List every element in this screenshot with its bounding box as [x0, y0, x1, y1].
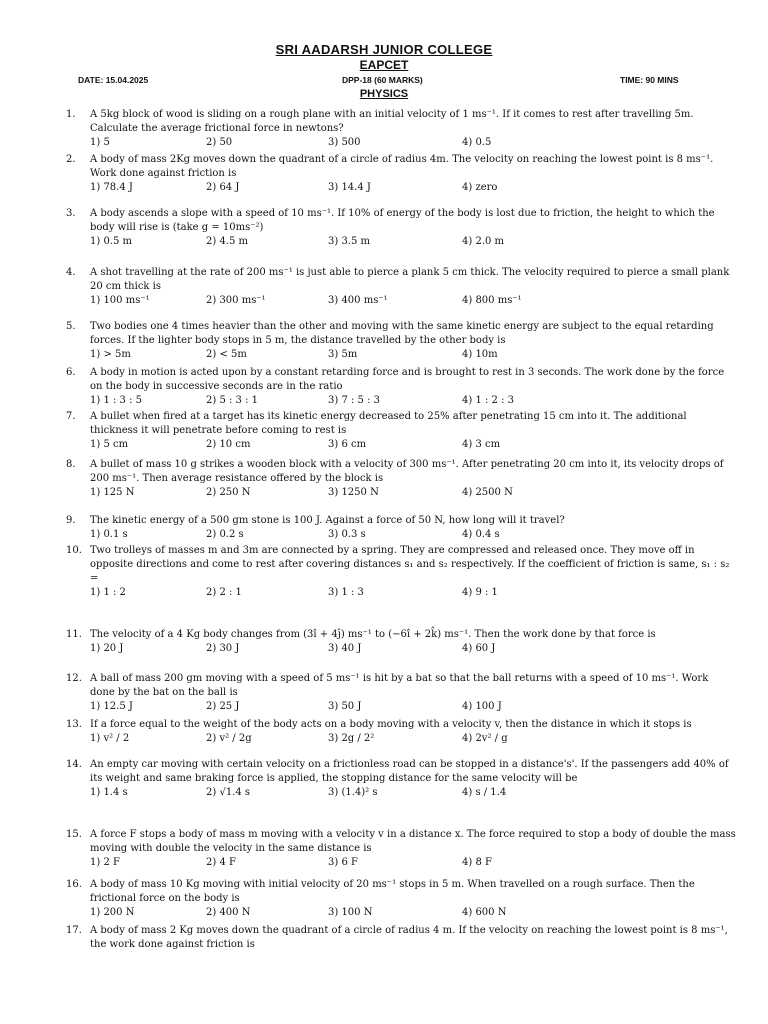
option-4: 4) zero [462, 182, 498, 193]
option-4: 4) 60 J [462, 643, 496, 654]
option-3: 3) 50 J [328, 701, 362, 712]
question-number: 17. [66, 925, 82, 936]
options-row [90, 394, 736, 408]
college-name: SRI AADARSH JUNIOR COLLEGE [275, 42, 493, 57]
option-1: 1) 20 J [90, 643, 124, 654]
option-2: 2) 0.2 s [206, 529, 244, 540]
subject-title: PHYSICS [359, 88, 409, 100]
question-13 [66, 718, 736, 746]
question-8 [66, 458, 736, 500]
option-4: 4) 2500 N [462, 487, 513, 498]
option-4: 4) 3 cm [462, 439, 501, 450]
question-12 [66, 672, 736, 714]
question-text: An empty car moving with certain velocity on a frictionless road can be stopped in a distance's'. If the passengers add 40% of its weight and same braking force is applied, the stopping distance for the same velocity will be [90, 759, 729, 784]
option-1: 1) 0.1 s [90, 529, 128, 540]
question-text: A body of mass 10 Kg moving with initial velocity of 20 ms⁻¹ stops in 5 m. When travelled on a rough surface. Then the frictional force on the body is [90, 879, 695, 904]
question-16 [66, 878, 736, 920]
option-3: 3) 100 N [328, 907, 373, 918]
option-2: 2) < 5m [206, 349, 247, 360]
question-number: 1. [66, 109, 76, 120]
options-row [90, 181, 736, 195]
question-number: 14. [66, 759, 82, 770]
question-text: Two bodies one 4 times heavier than the other and moving with the same kinetic energy are subject to the equal retarding forces. If the lighter body stops in 5 m, the distance travelled by the other body is [90, 321, 714, 346]
question-number: 11. [66, 629, 82, 640]
question-text: A bullet when fired at a target has its kinetic energy decreased to 25% after penetrating 15 cm into it. The additional thickness it will penetrate before coming to rest is [90, 411, 687, 436]
option-3: 3) 6 cm [328, 439, 367, 450]
option-4: 4) 10m [462, 349, 498, 360]
option-3: 3) 7 : 5 : 3 [328, 395, 380, 406]
option-3: 3) 40 J [328, 643, 362, 654]
question-6 [66, 366, 736, 408]
question-text: A shot travelling at the rate of 200 ms⁻¹ is just able to pierce a plank 5 cm thick. The velocity required to pierce a small plank 20 cm thick is [90, 267, 730, 292]
option-1: 1) 200 N [90, 907, 135, 918]
question-10 [66, 544, 736, 600]
question-17 [66, 924, 736, 952]
question-9 [66, 514, 736, 542]
option-3: 3) 1 : 3 [328, 587, 364, 598]
options-row [90, 586, 736, 600]
question-text: A body in motion is acted upon by a constant retarding force and is brought to rest in 3 seconds. The work done by the force on the body in successive seconds are in the ratio [90, 367, 725, 392]
question-1 [66, 108, 736, 150]
option-1: 1) 125 N [90, 487, 135, 498]
option-1: 1) 0.5 m [90, 236, 133, 247]
options-row [90, 732, 736, 746]
question-number: 2. [66, 154, 76, 165]
question-number: 5. [66, 321, 76, 332]
option-1: 1) > 5m [90, 349, 131, 360]
option-1: 1) 5 cm [90, 439, 129, 450]
option-4: 4) 2.0 m [462, 236, 505, 247]
question-text: If a force equal to the weight of the body acts on a body moving with a velocity v, then the distance in which it stops is [90, 719, 692, 730]
question-number: 6. [66, 367, 76, 378]
options-row [90, 294, 736, 308]
options-row [90, 528, 736, 542]
option-2: 2) 400 N [206, 907, 251, 918]
option-4: 4) s / 1.4 [462, 787, 507, 798]
question-4 [66, 266, 736, 308]
exam-name: EAPCET [359, 58, 409, 72]
option-2: 2) √1.4 s [206, 787, 251, 798]
option-2: 2) 30 J [206, 643, 240, 654]
option-1: 1) 78.4 J [90, 182, 133, 193]
option-3: 3) (1.4)² s [328, 787, 378, 798]
option-3: 3) 500 [328, 137, 361, 148]
question-text: The velocity of a 4 Kg body changes from (3î + 4ĵ) ms⁻¹ to (−6î + 2k̂) ms⁻¹. Then the work done by that force is [90, 629, 656, 640]
option-2: 2) 10 cm [206, 439, 251, 450]
question-7 [66, 410, 736, 452]
option-1: 1) 5 [90, 137, 110, 148]
option-2: 2) 50 [206, 137, 233, 148]
option-2: 2) 5 : 3 : 1 [206, 395, 258, 406]
options-row [90, 348, 736, 362]
option-2: 2) 64 J [206, 182, 240, 193]
option-2: 2) 25 J [206, 701, 240, 712]
exam-time: TIME: 90 MINS [620, 75, 679, 85]
question-3 [66, 207, 736, 249]
question-number: 15. [66, 829, 82, 840]
option-1: 1) 1 : 3 : 5 [90, 395, 142, 406]
option-3: 3) 1250 N [328, 487, 379, 498]
option-2: 2) 4.5 m [206, 236, 249, 247]
question-number: 16. [66, 879, 82, 890]
question-text: A body of mass 2Kg moves down the quadrant of a circle of radius 4m. The velocity on reaching the lowest point is 8 ms⁻¹. Work done against friction is [90, 154, 714, 179]
exam-date: DATE: 15.04.2025 [78, 75, 149, 85]
option-1: 1) 1.4 s [90, 787, 128, 798]
option-3: 3) 6 F [328, 857, 358, 868]
option-2: 2) 4 F [206, 857, 236, 868]
option-4: 4) 1 : 2 : 3 [462, 395, 514, 406]
question-number: 4. [66, 267, 76, 278]
question-5 [66, 320, 736, 362]
question-text: A force F stops a body of mass m moving with a velocity v in a distance x. The force required to stop a body of double the mass moving with double the velocity in the same distance is [90, 829, 736, 854]
question-text: A bullet of mass 10 g strikes a wooden block with a velocity of 300 ms⁻¹. After penetrating 20 cm into it, its velocity drops of 200 ms⁻¹. Then average resistance offered by the block is [90, 459, 724, 484]
question-number: 8. [66, 459, 76, 470]
option-1: 1) 100 ms⁻¹ [90, 295, 150, 306]
option-4: 4) 100 J [462, 701, 502, 712]
option-4: 4) 0.4 s [462, 529, 500, 540]
options-row [90, 642, 736, 656]
option-1: 1) 1 : 2 [90, 587, 126, 598]
question-number: 10. [66, 545, 82, 556]
option-4: 4) 8 F [462, 857, 492, 868]
question-number: 7. [66, 411, 76, 422]
question-text: A ball of mass 200 gm moving with a speed of 5 ms⁻¹ is hit by a bat so that the ball returns with a speed of 10 ms⁻¹. Work done by the bat on the ball is [90, 673, 709, 698]
option-2: 2) 2 : 1 [206, 587, 242, 598]
option-2: 2) 300 ms⁻¹ [206, 295, 266, 306]
options-row [90, 856, 736, 870]
question-11 [66, 628, 736, 656]
question-text: A 5kg block of wood is sliding on a rough plane with an initial velocity of 1 ms⁻¹. If it comes to rest after travelling 5m. Calculate the average frictional force in newtons? [90, 109, 694, 134]
question-text: Two trolleys of masses m and 3m are connected by a spring. They are compressed and released once. They move off in opposite directions and come to rest after covering distances s₁ and s₂ respectively. If the coefficient of friction is same, s₁ : s₂ = [90, 545, 730, 584]
question-15 [66, 828, 736, 870]
option-2: 2) v² / 2g [206, 733, 252, 744]
option-4: 4) 600 N [462, 907, 507, 918]
question-number: 9. [66, 515, 76, 526]
question-14 [66, 758, 736, 800]
option-4: 4) 800 ms⁻¹ [462, 295, 522, 306]
options-row [90, 136, 736, 150]
option-3: 3) 3.5 m [328, 236, 371, 247]
question-text: A body of mass 2 Kg moves down the quadrant of a circle of radius 4 m. If the velocity on reaching the lowest point is 8 ms⁻¹, the work done against friction is [90, 925, 728, 950]
options-row [90, 235, 736, 249]
options-row [90, 438, 736, 452]
option-3: 3) 400 ms⁻¹ [328, 295, 388, 306]
dpp-label: DPP-18 (60 MARKS) [342, 75, 423, 85]
options-row [90, 486, 736, 500]
question-number: 3. [66, 208, 76, 219]
option-2: 2) 250 N [206, 487, 251, 498]
option-1: 1) 12.5 J [90, 701, 133, 712]
question-text: A body ascends a slope with a speed of 10 ms⁻¹. If 10% of energy of the body is lost due to friction, the height to which the body will rise is (take g = 10ms⁻²) [90, 208, 715, 233]
option-3: 3) 2g / 2² [328, 733, 375, 744]
options-row [90, 700, 736, 714]
option-1: 1) v² / 2 [90, 733, 130, 744]
option-3: 3) 5m [328, 349, 358, 360]
question-number: 13. [66, 719, 82, 730]
option-3: 3) 14.4 J [328, 182, 371, 193]
option-4: 4) 2v² / g [462, 733, 508, 744]
options-row [90, 906, 736, 920]
options-row [90, 786, 736, 800]
question-number: 12. [66, 673, 82, 684]
option-4: 4) 0.5 [462, 137, 492, 148]
question-2 [66, 153, 736, 195]
option-1: 1) 2 F [90, 857, 120, 868]
question-text: The kinetic energy of a 500 gm stone is 100 J. Against a force of 50 N, how long will it travel? [90, 515, 565, 526]
option-3: 3) 0.3 s [328, 529, 366, 540]
option-4: 4) 9 : 1 [462, 587, 498, 598]
